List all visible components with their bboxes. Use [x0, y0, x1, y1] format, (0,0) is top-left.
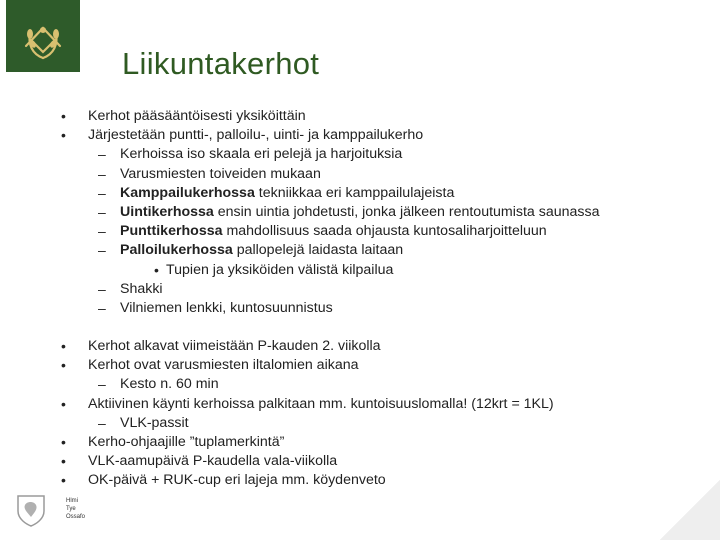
dash-marker: – — [98, 376, 106, 393]
dash-marker: – — [98, 146, 106, 163]
list-item-text: Varusmiesten toiveiden mukaan — [120, 165, 321, 182]
dash-marker: – — [98, 165, 106, 182]
list-item-text: Kerhot pääsääntöisesti yksiköittäin — [88, 108, 306, 124]
list-item — [88, 127, 423, 144]
list-item — [120, 204, 600, 221]
bullet-marker: • — [154, 261, 159, 278]
list-item-text: Kerhot alkavat viimeistään P-kauden 2. viikolla — [88, 338, 381, 354]
dash-marker: – — [98, 280, 106, 297]
list-item-text: ensin uintia johdetusti, jonka jälkeen rentoutumista saunassa — [213, 204, 600, 220]
list-item-text: mahdollisuus saada ohjausta kuntosaliharjoitteluun — [222, 223, 547, 240]
bullet-marker: • — [61, 357, 66, 374]
list-item-emphasis: Kamppailukerhossa — [120, 184, 255, 201]
list-item-text: VLK-passit — [120, 414, 189, 431]
list-item-text: VLK-aamupäivä P-kaudella vala-viikolla — [88, 453, 338, 470]
bullet-marker: • — [61, 338, 66, 354]
dash-marker: – — [98, 300, 106, 316]
footer-text: Hlmi Tye Ossafo — [66, 498, 86, 520]
list-item — [120, 281, 163, 298]
dash-marker: – — [98, 223, 106, 240]
list-item-text: pallopelejä laidasta laitaan — [232, 242, 404, 259]
list-item-emphasis: Punttikerhossa — [120, 223, 223, 240]
list-item — [120, 242, 403, 259]
list-item-text: Vilniemen lenkki, kuntosuunnistus — [120, 300, 333, 316]
list-item-text: Tupien ja yksiköiden välistä kilpailua — [166, 261, 394, 278]
list-item — [88, 434, 284, 451]
list-item — [120, 376, 219, 393]
bullet-marker: • — [61, 453, 66, 470]
bullet-marker: • — [61, 395, 66, 412]
list-item — [166, 262, 393, 279]
list-item — [120, 185, 454, 202]
list-item-emphasis: Palloilukerhossa — [120, 242, 233, 259]
bullet-marker: • — [61, 127, 66, 144]
list-item — [120, 146, 402, 163]
dash-marker: – — [98, 184, 106, 201]
list-item — [120, 300, 333, 317]
bullet-marker: • — [61, 472, 66, 489]
list-item-text: Kerhoissa iso skaala eri pelejä ja harjoituksia — [120, 146, 403, 163]
list-item-text: OK-päivä + RUK-cup eri lajeja mm. köydenveto — [88, 472, 386, 489]
list-item — [88, 396, 554, 413]
list-item-text: Kerho-ohjaajille ”tuplamerkintä” — [88, 434, 285, 450]
list-item — [88, 338, 381, 355]
corner-decoration — [660, 480, 720, 540]
list-item-text: Shakki — [120, 280, 163, 297]
bullet-marker: • — [61, 434, 66, 450]
list-item — [88, 472, 386, 489]
list-item-text: Kesto n. 60 min — [120, 376, 219, 393]
list-item-text: Aktiivinen käynti kerhoissa palkitaan mm. kuntoisuuslomalla! (12krt = 1KL) — [88, 395, 554, 412]
list-item — [88, 453, 337, 470]
list-item-emphasis: Uintikerhossa — [120, 204, 214, 220]
dash-marker: – — [98, 204, 106, 220]
list-item — [120, 223, 547, 240]
list-item-text: Kerhot ovat varusmiesten iltalomien aikana — [88, 357, 359, 374]
bullet-marker: • — [61, 108, 66, 124]
list-item — [120, 166, 321, 183]
list-item — [120, 415, 189, 432]
slide-title: Liikuntakerhot — [122, 46, 320, 81]
dash-marker: – — [98, 242, 106, 259]
list-item-text: tekniikkaa eri kamppailulajeista — [254, 184, 455, 201]
list-item — [88, 357, 359, 374]
lion-crest-icon — [14, 493, 48, 527]
list-item — [88, 108, 306, 125]
dash-marker: – — [98, 414, 106, 431]
list-item-text: Järjestetään puntti-, palloilu-, uinti- ja kamppailukerho — [88, 127, 424, 144]
